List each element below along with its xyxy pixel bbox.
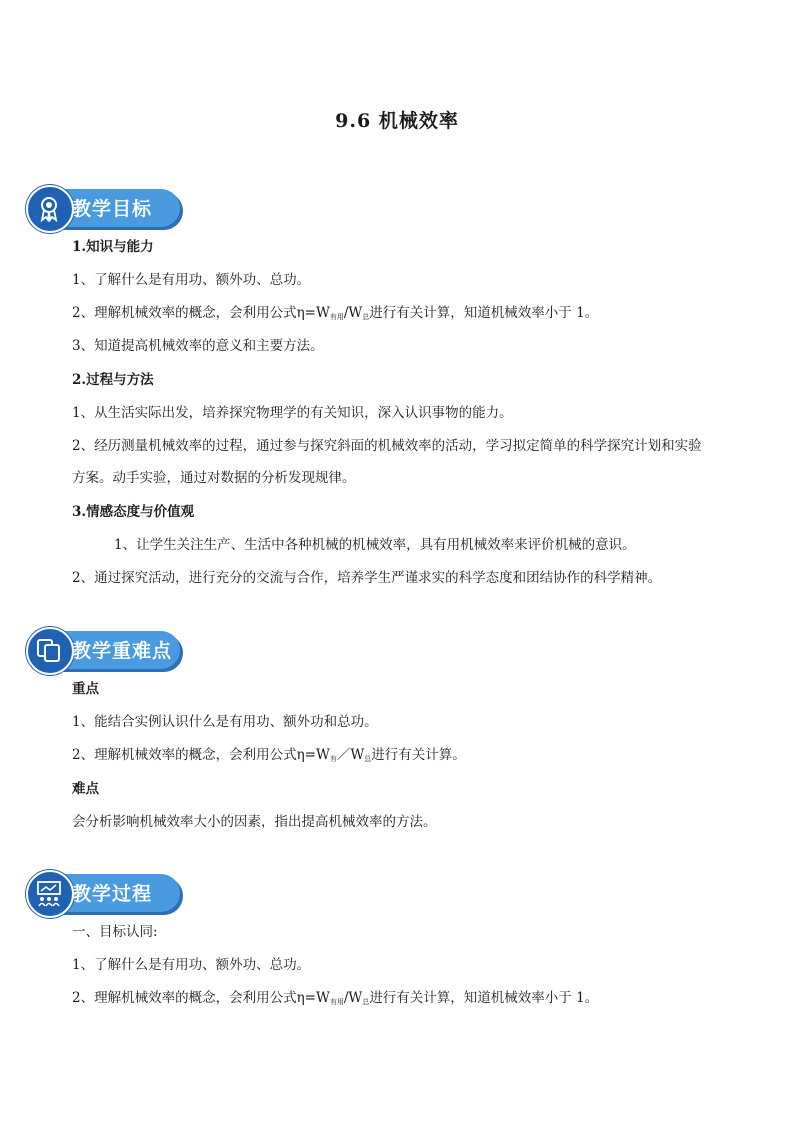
subheading: 2.过程与方法 xyxy=(72,372,154,388)
paragraph: 1、了解什么是有用功、额外功、总功。 xyxy=(72,272,311,288)
paragraph: 2、通过探究活动，进行充分的交流与合作，培养学生严谨求实的科学态度和团结协作的科学精神。 xyxy=(72,570,662,586)
subheading: 3.情感态度与价值观 xyxy=(72,504,195,520)
paragraph: 2、经历测量机械效率的过程，通过参与探究斜面的机械效率的活动，学习拟定简单的科学探究计划和实验 xyxy=(72,438,702,454)
paragraph: 会分析影响机械效率大小的因素，指出提高机械效率的方法。 xyxy=(72,814,437,830)
paragraph-formula: 2、理解机械效率的概念，会利用公式$\eta=W_有/W_总$进行有关计算。 xyxy=(72,747,466,763)
subheading: 重点 xyxy=(72,681,99,697)
paragraph-formula: 2、理解机械效率的概念，会利用公式$\eta=W_{有用}/W_总$进行有关计算，知道机械效率小于 1。 xyxy=(72,305,599,321)
subheading: 1.知识与能力 xyxy=(72,239,154,255)
section-label: 教学重难点 xyxy=(72,640,173,662)
paragraph-formula: 2、理解机械效率的概念，会利用公式$\eta=W_{有用}/W_总$进行有关计算，知道机械效率小于 1。 xyxy=(72,990,599,1006)
section-banner-keys xyxy=(26,627,186,673)
section-banner-goals xyxy=(26,185,186,231)
section-banner-process xyxy=(26,870,186,916)
paragraph: 1、让学生关注生产、生活中各种机械的机械效率，具有用机械效率来评价机械的意识。 xyxy=(114,537,636,553)
award-icon xyxy=(26,185,74,233)
paragraph: 3、知道提高机械效率的意义和主要方法。 xyxy=(72,338,324,354)
section-label: 教学过程 xyxy=(72,883,153,905)
page-title: 9.6 机械效率 xyxy=(335,110,459,132)
paragraph: 一、目标认同: xyxy=(72,924,158,940)
paragraph: 1、能结合实例认识什么是有用功、额外功和总功。 xyxy=(72,714,378,730)
presentation-icon xyxy=(26,870,74,918)
copy-icon xyxy=(26,627,74,675)
section-label: 教学目标 xyxy=(72,198,153,220)
paragraph: 1、从生活实际出发，培养探究物理学的有关知识，深入认识事物的能力。 xyxy=(72,405,513,421)
subheading: 难点 xyxy=(72,781,99,797)
paragraph: 1、了解什么是有用功、额外功、总功。 xyxy=(72,957,311,973)
paragraph: 方案。动手实验，通过对数据的分析发现规律。 xyxy=(72,470,356,486)
